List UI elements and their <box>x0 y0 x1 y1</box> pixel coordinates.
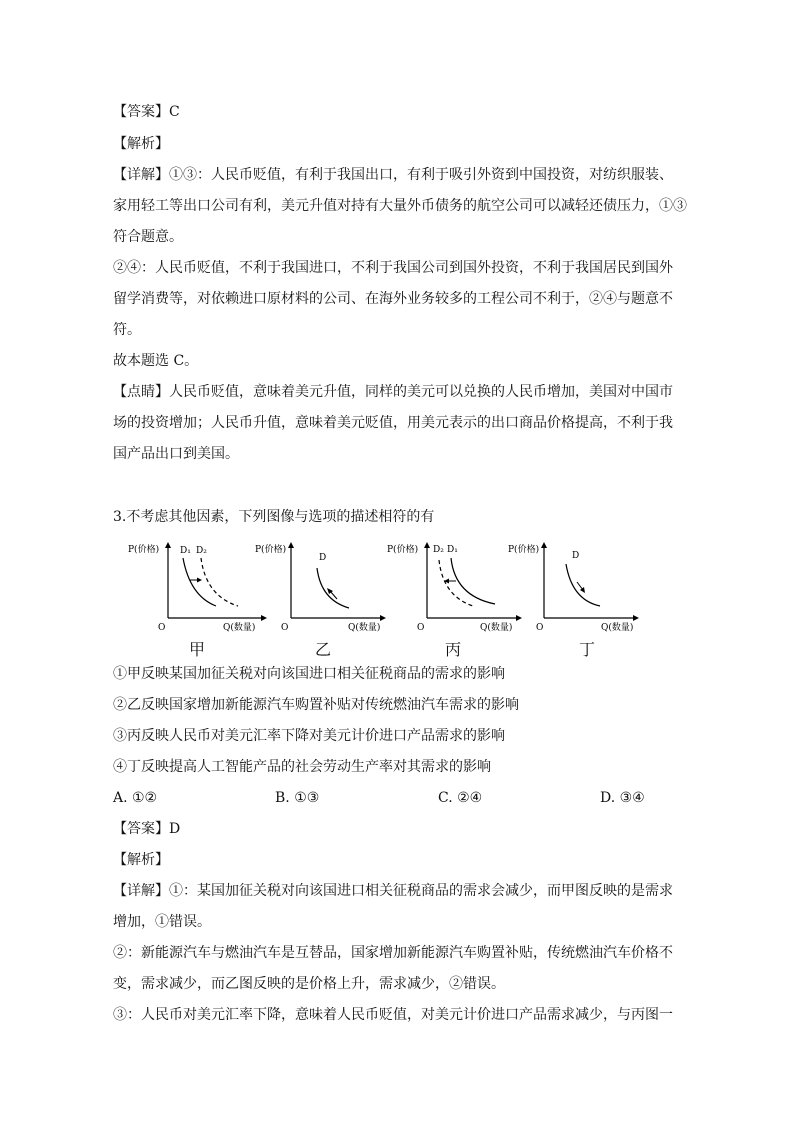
detail-line-3: 符合题意。 <box>113 229 183 245</box>
option-a: A. ①② <box>113 790 158 806</box>
conclusion-line: 故本题选 C。 <box>113 353 199 369</box>
y-axis-label: P(价格) <box>255 545 287 555</box>
answer-heading-2: 【答案】D <box>113 821 181 837</box>
y-axis-label: P(价格) <box>508 545 540 555</box>
answer-heading: 【答案】C <box>113 104 180 120</box>
y-axis-label: P(价格) <box>387 545 419 555</box>
curve-label: D <box>319 553 327 563</box>
curve-label: D₂ <box>196 546 207 556</box>
detail-line-5: 留学消费等，对依赖进口原材料的公司、在海外业务较多的工程公司不利于，②④与题意不 <box>113 291 673 307</box>
x-axis-label: Q(数量) <box>601 623 634 633</box>
question-stem: 3.不考虑其他因素，下列图像与选项的描述相符的有 <box>113 509 435 525</box>
curve-label: D₁ <box>180 546 191 556</box>
graph-caption: 丙 <box>444 640 461 659</box>
detail-line-1: 【详解】①③：人民币贬值，有利于我国出口，有利于吸引外资到中国投资，对纺织服装、 <box>113 167 673 183</box>
graph-caption: 乙 <box>314 640 331 659</box>
origin-label: O <box>158 623 166 633</box>
statement-2: ②乙反映国家增加新能源汽车购置补贴对传统燃油汽车需求的影响 <box>113 697 519 713</box>
detail2-line-3: ②：新能源汽车与燃油汽车是互替品，国家增加新能源汽车购置补贴，传统燃油汽车价格不 <box>113 945 673 961</box>
statement-4: ④丁反映提高人工智能产品的社会劳动生产率对其需求的影响 <box>113 759 491 775</box>
tip-line-1: 【点睛】人民币贬值，意味着美元升值，同样的美元可以兑换的人民币增加，美国对中国市 <box>113 384 673 400</box>
graph-ding <box>500 538 640 638</box>
option-c: C. ②④ <box>438 790 483 806</box>
detail2-line-1: 【详解】①：某国加征关税对向该国进口相关征税商品的需求会减少，而甲图反映的是需求 <box>113 883 673 899</box>
origin-label: O <box>417 623 425 633</box>
detail2-line-2: 增加，①错误。 <box>113 914 211 930</box>
option-b: B. ①③ <box>275 790 320 806</box>
detail-line-2: 家用轻工等出口公司有利，美元升值对持有大量外币债务的航空公司可以减轻还债压力，①③ <box>113 198 687 214</box>
origin-label: O <box>281 623 289 633</box>
option-d: D. ③④ <box>600 790 645 806</box>
curve-label: D₁ <box>447 545 458 555</box>
tip-line-3: 国产品出口到美国。 <box>113 446 239 462</box>
curve-label: D₂ <box>433 545 444 555</box>
graph-caption: 丁 <box>578 640 595 659</box>
x-axis-label: Q(数量) <box>480 623 513 633</box>
origin-label: O <box>536 623 544 633</box>
analysis-heading-2: 【解析】 <box>113 852 169 868</box>
statement-3: ③丙反映人民币对美元汇率下降对美元计价进口产品需求的影响 <box>113 728 505 744</box>
graph-caption: 甲 <box>188 640 205 659</box>
x-axis-label: Q(数量) <box>348 623 381 633</box>
tip-line-2: 场的投资增加；人民币升值，意味着美元贬值，用美元表示的出口商品价格提高，不利于我 <box>113 415 673 431</box>
detail2-line-5: ③：人民币对美元汇率下降，意味着人民币贬值，对美元计价进口产品需求减少，与丙图一 <box>113 1007 673 1023</box>
detail2-line-4: 变，需求减少，而乙图反映的是价格上升，需求减少，②错误。 <box>113 976 505 992</box>
detail-line-4: ②④：人民币贬值，不利于我国进口，不利于我国公司到国外投资，不利于我国居民到国外 <box>113 260 673 276</box>
statement-1: ①甲反映某国加征关税对向该国进口相关征税商品的需求的影响 <box>113 666 505 682</box>
curve-label: D <box>572 551 580 561</box>
graph-yi <box>247 538 387 638</box>
y-axis-label: P(价格) <box>128 545 160 555</box>
x-axis-label: Q(数量) <box>223 623 256 633</box>
detail-line-6: 符。 <box>113 322 141 338</box>
analysis-heading: 【解析】 <box>113 136 169 152</box>
